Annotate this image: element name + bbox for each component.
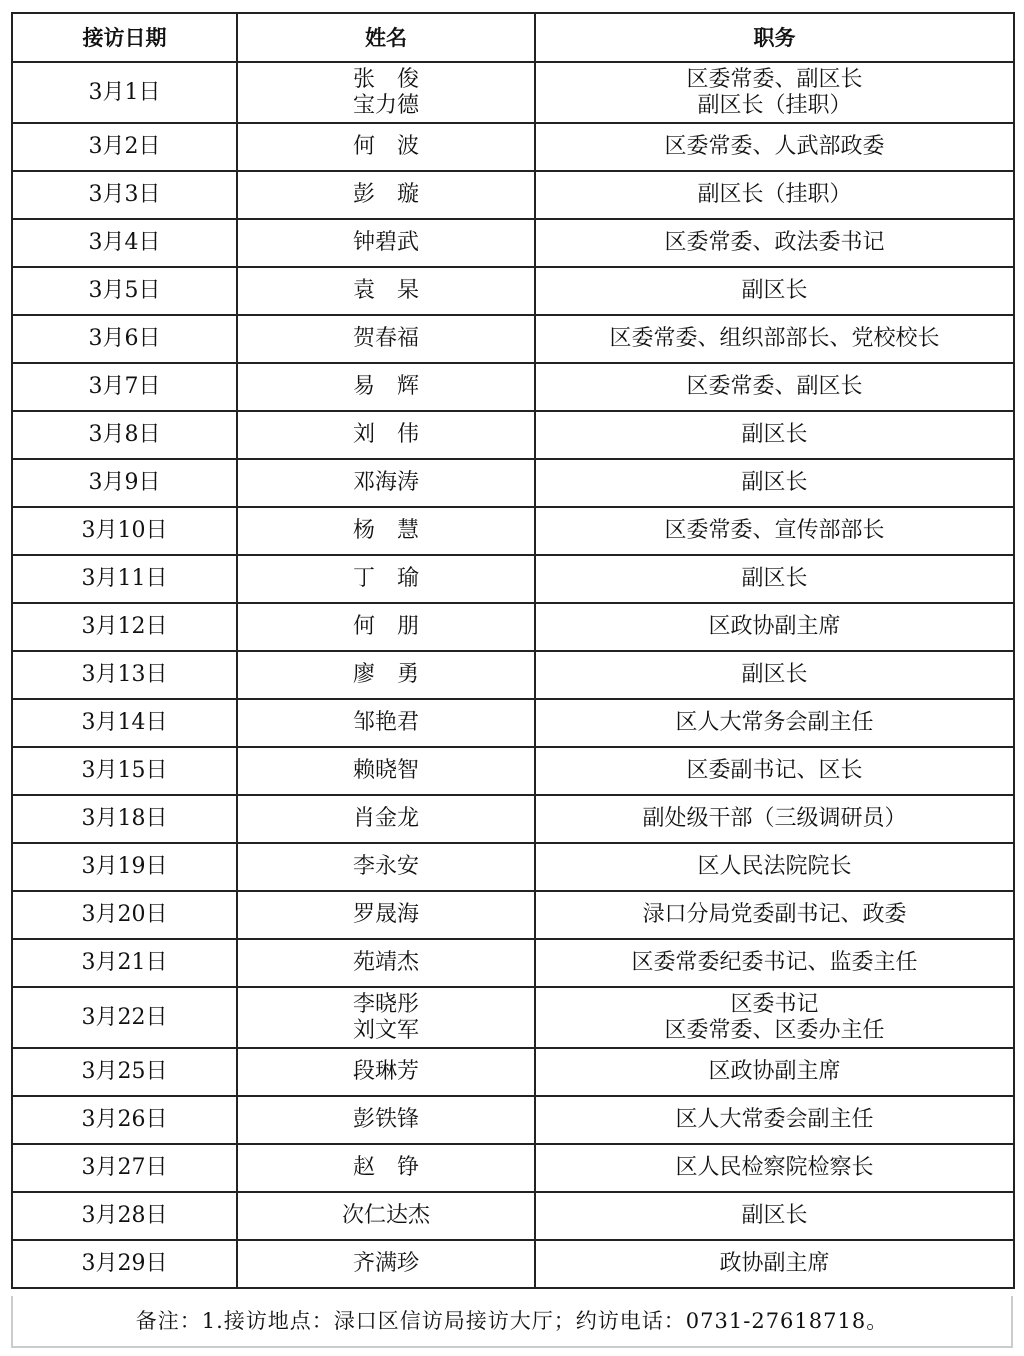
position-title: 副区长 bbox=[741, 662, 808, 687]
table-row bbox=[12, 795, 1014, 843]
position-title: 渌口分局党委副书记、政委 bbox=[642, 902, 907, 927]
person-name: 何 朋 bbox=[352, 614, 419, 639]
footnote: 备注：1.接访地点：渌口区信访局接访大厅；约访电话：0731-27618718。 bbox=[11, 1296, 1013, 1348]
person-name: 丁 瑜 bbox=[352, 566, 419, 591]
person-name: 赖晓智 bbox=[352, 758, 419, 783]
position-title: 区人民法院院长 bbox=[697, 854, 852, 879]
name-cell bbox=[237, 555, 535, 603]
position-title: 区委副书记、区长 bbox=[686, 758, 863, 783]
name-cell bbox=[237, 171, 535, 219]
position-cell bbox=[535, 891, 1014, 939]
position-title: 区委常委、人武部政委 bbox=[664, 134, 885, 159]
position-cell bbox=[535, 62, 1014, 123]
person-name: 赵 铮 bbox=[352, 1155, 419, 1180]
table-row bbox=[12, 1192, 1014, 1240]
position-title: 副处级干部（三级调研员） bbox=[642, 806, 907, 831]
position-title: 区政协副主席 bbox=[708, 614, 841, 639]
table-row bbox=[12, 507, 1014, 555]
date-cell: 3月25日 bbox=[12, 1048, 237, 1096]
name-cell bbox=[237, 843, 535, 891]
person-name: 张 俊 bbox=[352, 66, 419, 92]
position-cell bbox=[535, 363, 1014, 411]
position-cell bbox=[535, 315, 1014, 363]
name-cell bbox=[237, 747, 535, 795]
position-title: 区委常委、副区长 bbox=[686, 374, 863, 399]
date-cell: 3月7日 bbox=[12, 363, 237, 411]
position-title: 副区长 bbox=[741, 1203, 808, 1228]
name-cell bbox=[237, 1240, 535, 1288]
position-cell bbox=[535, 1240, 1014, 1288]
date-cell: 3月27日 bbox=[12, 1144, 237, 1192]
position-title: 区人大常委会副主任 bbox=[675, 1107, 874, 1132]
table-row bbox=[12, 363, 1014, 411]
table-row bbox=[12, 1240, 1014, 1288]
header-date: 接访日期 bbox=[12, 13, 237, 62]
position-cell bbox=[535, 939, 1014, 987]
table-row bbox=[12, 603, 1014, 651]
name-cell bbox=[237, 267, 535, 315]
header-name: 姓名 bbox=[237, 13, 535, 62]
table-row bbox=[12, 123, 1014, 171]
person-name: 邓海涛 bbox=[352, 470, 419, 495]
person-name: 杨 慧 bbox=[352, 518, 419, 543]
position-cell bbox=[535, 507, 1014, 555]
position-cell bbox=[535, 267, 1014, 315]
date-cell: 3月18日 bbox=[12, 795, 237, 843]
person-name: 钟碧武 bbox=[352, 230, 419, 255]
table-row bbox=[12, 891, 1014, 939]
name-cell bbox=[237, 411, 535, 459]
position-title: 区委常委纪委书记、监委主任 bbox=[631, 950, 918, 975]
position-cell bbox=[535, 1096, 1014, 1144]
person-name: 何 波 bbox=[352, 134, 419, 159]
table-row bbox=[12, 1144, 1014, 1192]
position-cell bbox=[535, 123, 1014, 171]
name-cell bbox=[237, 939, 535, 987]
table-row bbox=[12, 171, 1014, 219]
name-cell bbox=[237, 459, 535, 507]
person-name: 易 辉 bbox=[352, 374, 419, 399]
person-name: 苑靖杰 bbox=[352, 950, 419, 975]
table-row bbox=[12, 1048, 1014, 1096]
table-row bbox=[12, 747, 1014, 795]
person-name: 邹艳君 bbox=[352, 710, 419, 735]
position-title: 政协副主席 bbox=[719, 1251, 830, 1276]
person-name: 宝力德 bbox=[352, 92, 419, 118]
date-cell: 3月8日 bbox=[12, 411, 237, 459]
table-row bbox=[12, 843, 1014, 891]
position-title: 区委常委、宣传部部长 bbox=[664, 518, 885, 543]
name-cell bbox=[237, 363, 535, 411]
person-name: 刘 伟 bbox=[352, 422, 419, 447]
schedule-table bbox=[11, 12, 1015, 1289]
date-cell: 3月3日 bbox=[12, 171, 237, 219]
name-cell bbox=[237, 315, 535, 363]
position-title: 区人民检察院检察长 bbox=[675, 1155, 874, 1180]
table-row bbox=[12, 411, 1014, 459]
name-cell bbox=[237, 62, 535, 123]
name-cell bbox=[237, 891, 535, 939]
person-name: 李永安 bbox=[352, 854, 419, 879]
date-cell: 3月15日 bbox=[12, 747, 237, 795]
person-name: 刘文军 bbox=[352, 1017, 419, 1043]
table-row bbox=[12, 62, 1014, 123]
date-cell: 3月29日 bbox=[12, 1240, 237, 1288]
table-row bbox=[12, 459, 1014, 507]
date-cell: 3月28日 bbox=[12, 1192, 237, 1240]
position-cell bbox=[535, 411, 1014, 459]
name-cell bbox=[237, 1144, 535, 1192]
position-cell bbox=[535, 1192, 1014, 1240]
date-cell: 3月13日 bbox=[12, 651, 237, 699]
position-cell bbox=[535, 987, 1014, 1048]
name-cell bbox=[237, 507, 535, 555]
date-cell: 3月22日 bbox=[12, 987, 237, 1048]
position-title: 区委常委、政法委书记 bbox=[664, 230, 885, 255]
table-row bbox=[12, 267, 1014, 315]
header-position: 职务 bbox=[535, 13, 1014, 62]
person-name: 彭铁锋 bbox=[352, 1107, 419, 1132]
position-title: 副区长 bbox=[741, 422, 808, 447]
date-cell: 3月19日 bbox=[12, 843, 237, 891]
date-cell: 3月26日 bbox=[12, 1096, 237, 1144]
position-cell bbox=[535, 651, 1014, 699]
person-name: 段琳芳 bbox=[352, 1059, 419, 1084]
table-row bbox=[12, 1096, 1014, 1144]
table-row bbox=[12, 699, 1014, 747]
table-body bbox=[12, 62, 1014, 1288]
date-cell: 3月20日 bbox=[12, 891, 237, 939]
table-row bbox=[12, 315, 1014, 363]
date-cell: 3月1日 bbox=[12, 62, 237, 123]
position-cell bbox=[535, 795, 1014, 843]
name-cell bbox=[237, 603, 535, 651]
position-title: 区人大常务会副主任 bbox=[675, 710, 874, 735]
date-cell: 3月12日 bbox=[12, 603, 237, 651]
table-row bbox=[12, 651, 1014, 699]
position-title: 区委常委、区委办主任 bbox=[664, 1017, 885, 1043]
person-name: 齐满珍 bbox=[352, 1251, 419, 1276]
name-cell bbox=[237, 987, 535, 1048]
date-cell: 3月4日 bbox=[12, 219, 237, 267]
position-cell bbox=[535, 171, 1014, 219]
person-name: 彭 璇 bbox=[352, 182, 419, 207]
person-name: 贺春福 bbox=[352, 326, 419, 351]
position-title: 区委常委、组织部部长、党校校长 bbox=[609, 326, 940, 351]
table-row bbox=[12, 987, 1014, 1048]
person-name: 罗晟海 bbox=[352, 902, 419, 927]
name-cell bbox=[237, 219, 535, 267]
position-cell bbox=[535, 843, 1014, 891]
position-title: 副区长 bbox=[741, 470, 808, 495]
position-title: 区政协副主席 bbox=[708, 1059, 841, 1084]
person-name: 李晓彤 bbox=[352, 991, 419, 1017]
person-name: 袁 杲 bbox=[352, 278, 419, 303]
date-cell: 3月10日 bbox=[12, 507, 237, 555]
position-cell bbox=[535, 747, 1014, 795]
position-cell bbox=[535, 555, 1014, 603]
name-cell bbox=[237, 1096, 535, 1144]
table-row bbox=[12, 555, 1014, 603]
table-row bbox=[12, 219, 1014, 267]
table-header-row bbox=[12, 13, 1014, 62]
date-cell: 3月14日 bbox=[12, 699, 237, 747]
position-cell bbox=[535, 1048, 1014, 1096]
position-title: 区委常委、副区长 bbox=[686, 66, 863, 92]
person-name: 廖 勇 bbox=[352, 662, 419, 687]
position-title: 副区长 bbox=[741, 566, 808, 591]
name-cell bbox=[237, 651, 535, 699]
date-cell: 3月6日 bbox=[12, 315, 237, 363]
name-cell bbox=[237, 1192, 535, 1240]
position-cell bbox=[535, 603, 1014, 651]
name-cell bbox=[237, 795, 535, 843]
table-row bbox=[12, 939, 1014, 987]
position-title: 副区长（挂职） bbox=[697, 182, 852, 207]
person-name: 次仁达杰 bbox=[341, 1203, 430, 1228]
date-cell: 3月21日 bbox=[12, 939, 237, 987]
date-cell: 3月5日 bbox=[12, 267, 237, 315]
position-cell bbox=[535, 459, 1014, 507]
name-cell bbox=[237, 123, 535, 171]
position-cell bbox=[535, 219, 1014, 267]
position-title: 副区长（挂职） bbox=[697, 92, 852, 118]
date-cell: 3月2日 bbox=[12, 123, 237, 171]
position-title: 区委书记 bbox=[730, 991, 819, 1017]
date-cell: 3月11日 bbox=[12, 555, 237, 603]
name-cell bbox=[237, 1048, 535, 1096]
position-cell bbox=[535, 1144, 1014, 1192]
position-title: 副区长 bbox=[741, 278, 808, 303]
position-cell bbox=[535, 699, 1014, 747]
person-name: 肖金龙 bbox=[352, 806, 419, 831]
name-cell bbox=[237, 699, 535, 747]
date-cell: 3月9日 bbox=[12, 459, 237, 507]
